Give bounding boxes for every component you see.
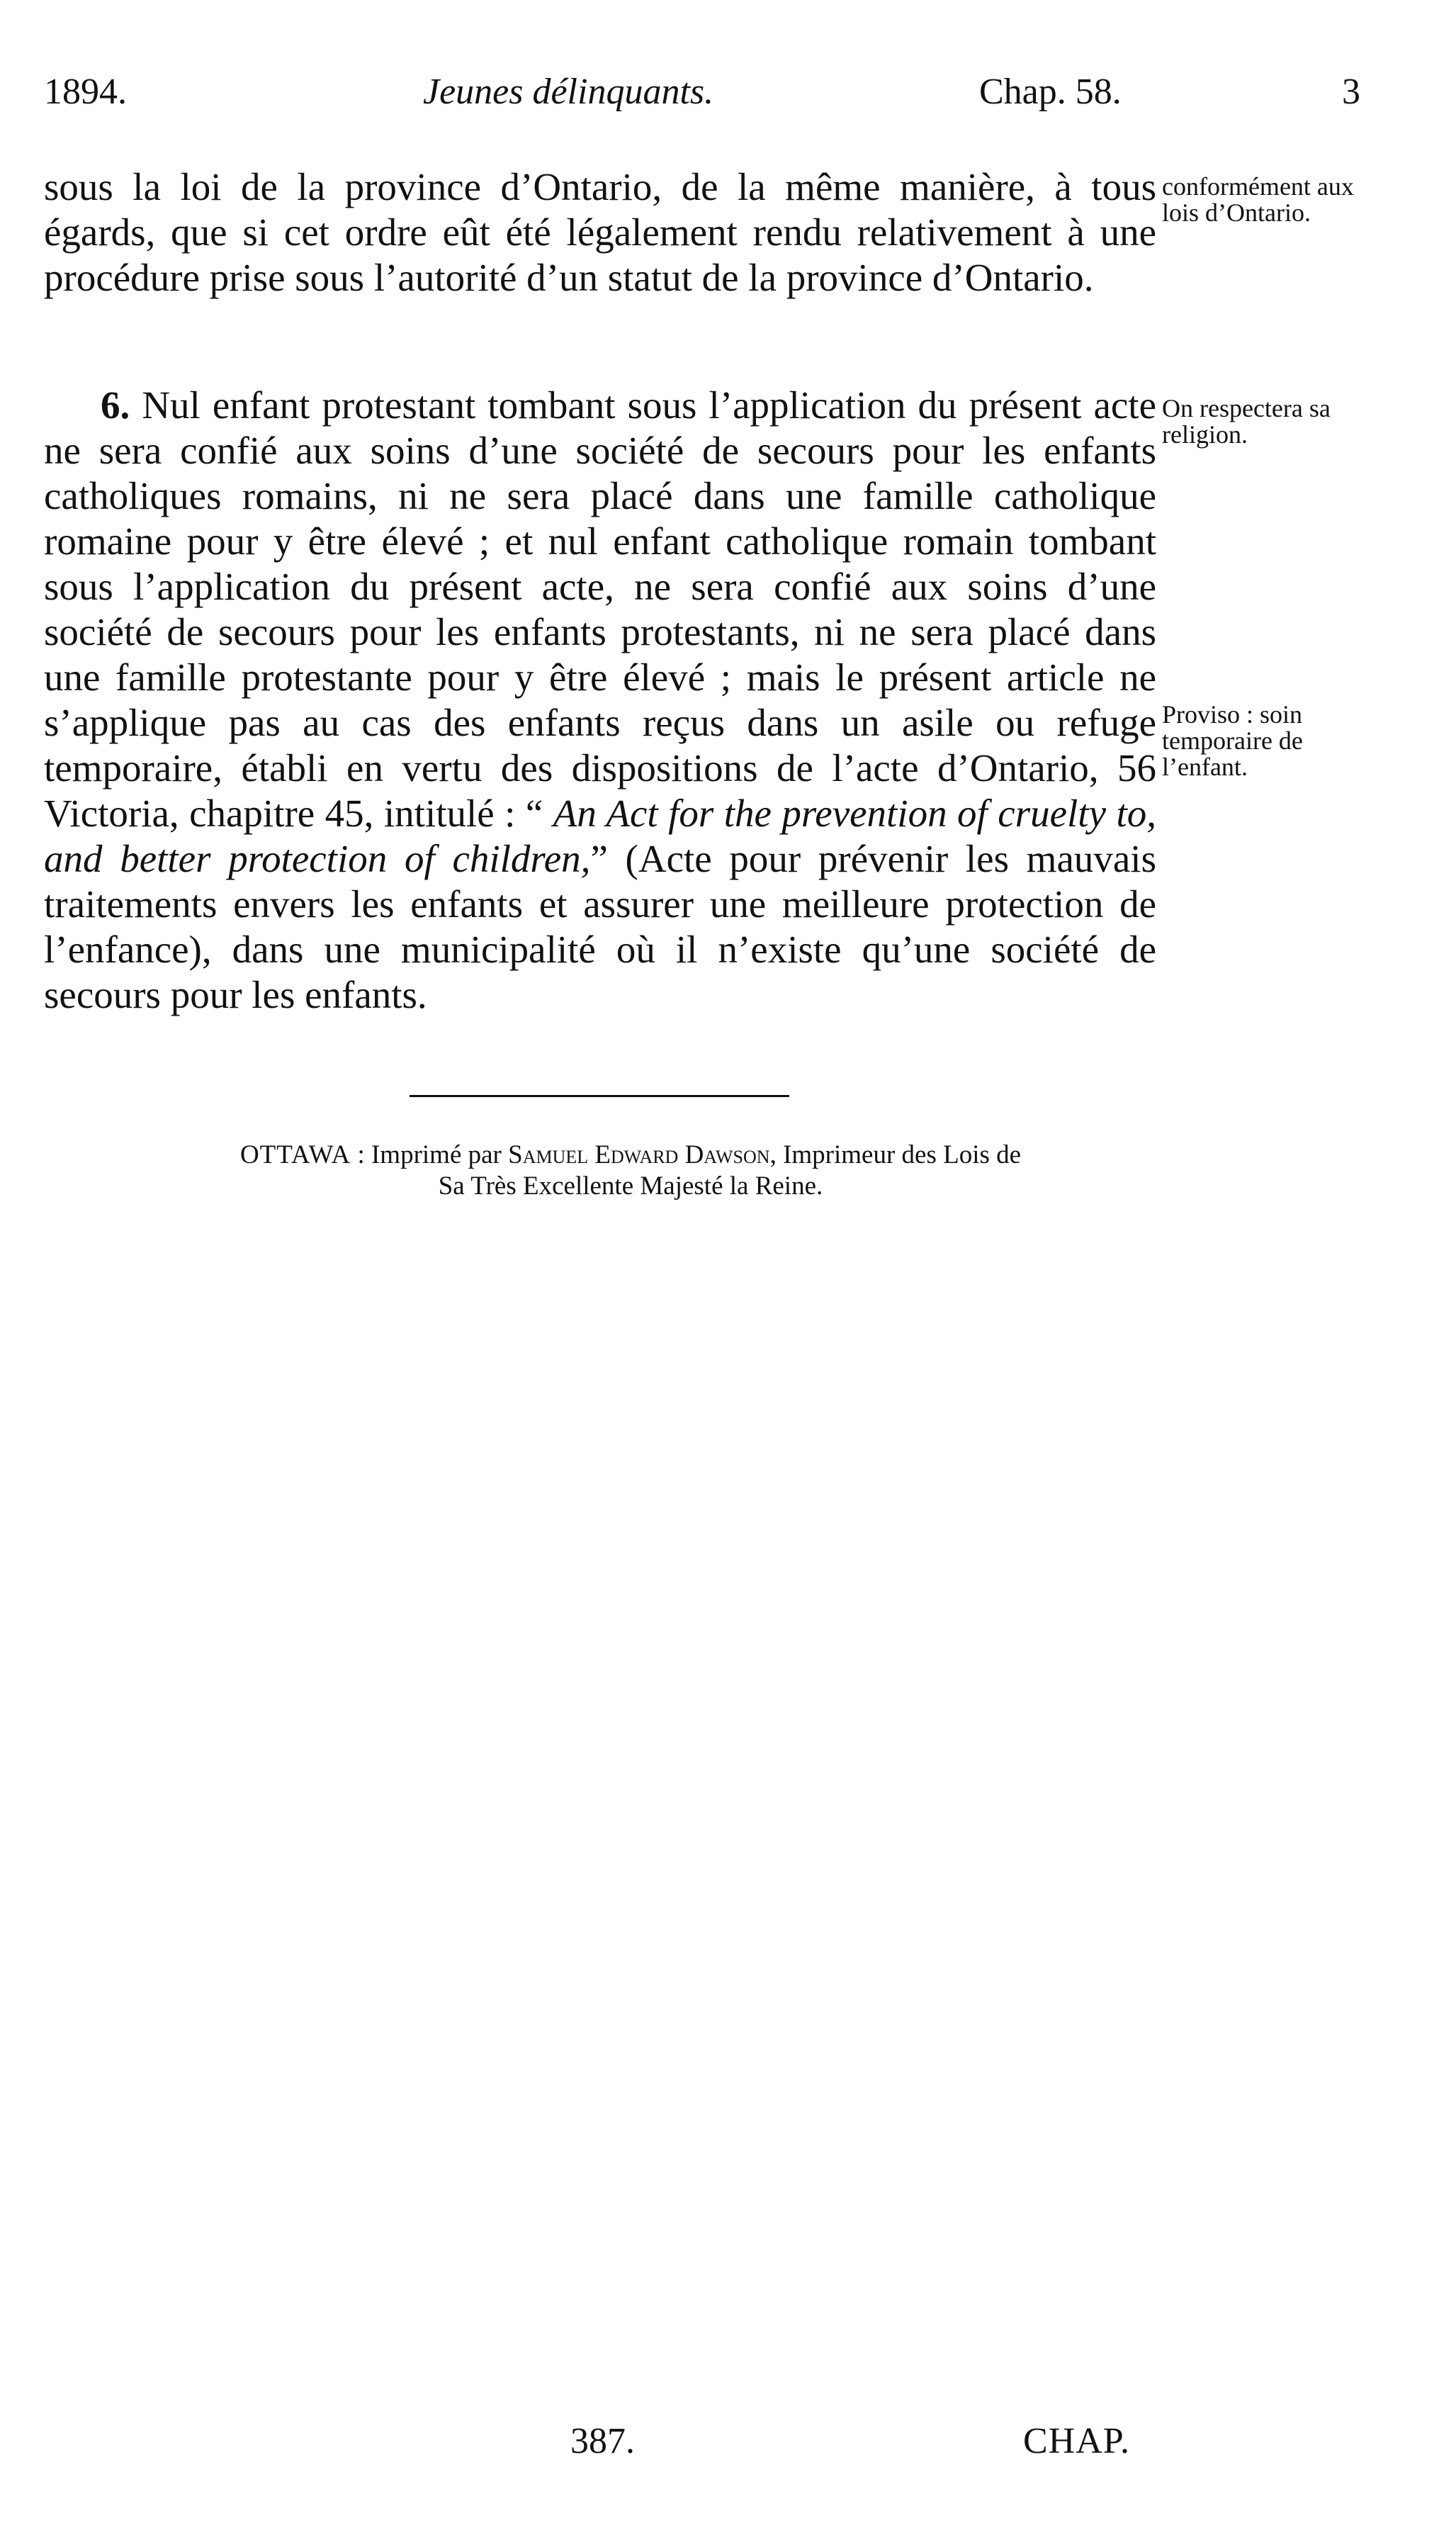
footer-folio: 387.	[570, 2421, 635, 2461]
page-header	[44, 71, 1360, 135]
imprint-text-2: , Imprimeur des Lois de	[769, 1140, 1022, 1169]
imprint-line-2: Sa Très Excellente Majesté la Reine.	[438, 1172, 823, 1201]
imprint-printer-name: Samuel Edward Dawson	[508, 1140, 770, 1169]
paragraph-text: sous la loi de la province d’Ontario, de la même manière, à tous égards, que si cet ordre eût été légalement rendu relativement à une procédure prise sous l’autorité d’un statut de la province d’Ontario.	[44, 165, 1156, 299]
paragraph-continued	[44, 164, 1156, 300]
imprint-line-1	[43, 1140, 1219, 1171]
footer-catchword: CHAP.	[1023, 2421, 1130, 2461]
header-title: Jeunes délinquants.	[423, 72, 714, 112]
imprint-city: OTTAWA	[239, 1140, 351, 1169]
section-6-paragraph	[44, 383, 1156, 1018]
section-text-before-quote: Nul enfant protestant tombant sous l’application du présent acte ne sera confié aux soins d’une société de secours pour les enfants catholiques romains, ni ne sera placé dans une famille catholique romaine pour y être élevé ; et nul enfant catholique romain tombant sous l’application du présent acte, ne sera confié aux soins d’une société de secours pour les enfants protestants, ni ne sera placé dans une famille protestante pour y être élevé ; mais le présent article ne s’applique pas au cas des enfants reçus dans un asile ou refuge temporaire, établi en vertu des dispositions de l’acte d’Ontario, 56 Victoria, chapitre 45, intitulé : “	[44, 383, 1156, 835]
header-page-number: 3	[1342, 72, 1360, 112]
horizontal-rule	[410, 1095, 789, 1097]
margin-note-religion: On respectera sa religion.	[1162, 394, 1331, 449]
margin-note-ontario-laws: conformément aux lois d’Ontario.	[1162, 172, 1354, 227]
section-number: 6.	[101, 383, 130, 427]
header-chapter: Chap. 58.	[979, 72, 1122, 112]
margin-note-proviso: Proviso : soin temporaire de l’enfant.	[1162, 700, 1303, 781]
imprint	[43, 1140, 1219, 1202]
header-year: 1894.	[44, 72, 127, 112]
section-text-after-quote: ” (Acte pour prévenir les mauvais traitements envers les enfants et assurer une meilleure protection de l’enfance), dans une municipalité où il n’existe qu’une société de secours pour les enfants.	[44, 837, 1156, 1016]
imprint-text-1: : Imprimé par	[351, 1140, 509, 1169]
quoted-act-title: An Act for the prevention of cruelty to, and better protection of children,	[44, 792, 1156, 880]
section-6	[44, 383, 1156, 1018]
